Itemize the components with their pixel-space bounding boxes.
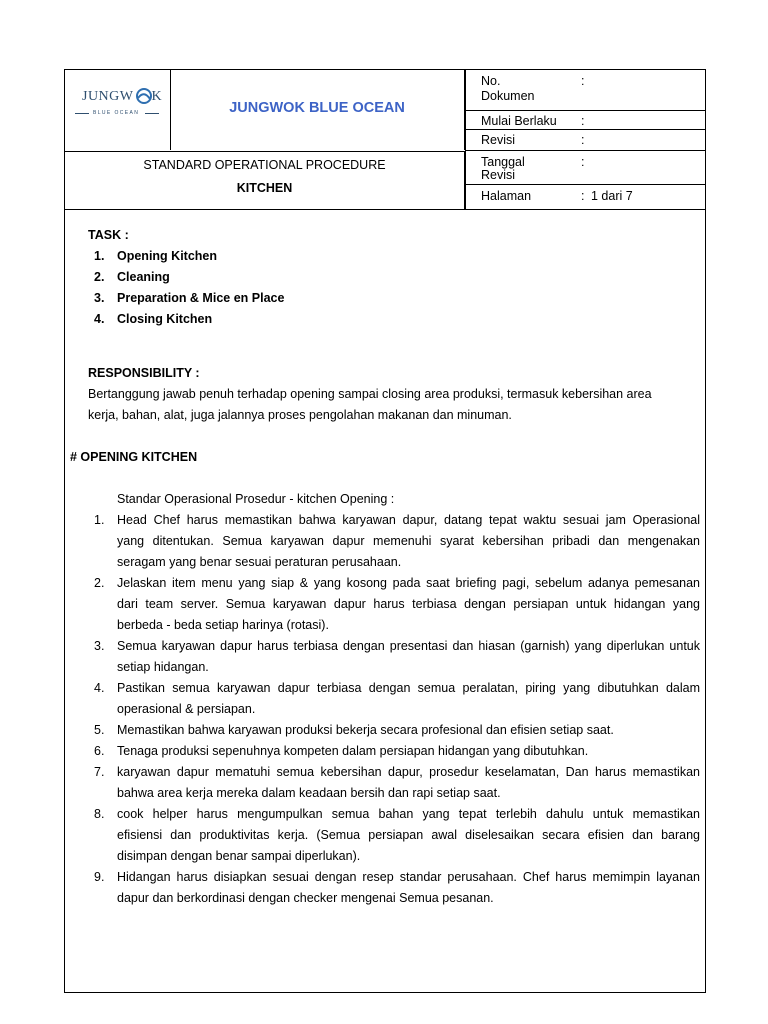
meta-row-revisi: Revisi : xyxy=(465,130,705,151)
responsibility-heading: RESPONSIBILITY : xyxy=(88,366,200,380)
meta-row-tanggal-revisi: Tanggal Revisi : xyxy=(465,151,705,185)
opening-item-line: setiap hidangan. xyxy=(117,660,209,674)
opening-item-number: 5. xyxy=(94,723,105,737)
opening-item-line: Jelaskan item menu yang siap & yang kosong pada saat briefing pagi, sebelum adanya pemesanan xyxy=(117,576,700,590)
opening-item-number: 9. xyxy=(94,870,105,884)
document-meta-table xyxy=(465,70,705,209)
opening-item-line: karyawan dapur mematuhi semua kebersihan dapur, prosedur keselamatan, Dan harus memastikan xyxy=(117,765,700,779)
meta-row-mulai-berlaku: Mulai Berlaku : xyxy=(465,111,705,130)
opening-item-number: 6. xyxy=(94,744,105,758)
task-heading: TASK : xyxy=(88,228,129,242)
opening-item-number: 4. xyxy=(94,681,105,695)
company-name: JUNGWOK BLUE OCEAN xyxy=(229,100,405,116)
opening-item-line: operasional & persiapan. xyxy=(117,702,256,716)
logo-divider-left xyxy=(75,113,89,114)
document-header xyxy=(65,70,705,210)
sop-subtitle: KITCHEN xyxy=(236,181,293,195)
opening-item-line: dapur dan berkordinasi dengan checker mengenai Semua pesanan. xyxy=(117,891,494,905)
opening-item-line: berbeda - beda setiap harinya (rotasi). xyxy=(117,618,329,632)
responsibility-line-1: Bertanggung jawab penuh terhadap opening sampai closing area produksi, termasuk kebersihan area xyxy=(88,387,652,401)
sop-title: STANDARD OPERATIONAL PROCEDURE xyxy=(143,158,386,172)
opening-item-number: 2. xyxy=(94,576,105,590)
opening-item-line: Semua karyawan dapur harus terbiasa dengan presentasi dan hiasan (garnish) yang diperlukan untuk xyxy=(117,639,700,653)
opening-item-line: Tenaga produksi sepenuhnya kompeten dalam persiapan hidangan yang dibutuhkan. xyxy=(117,744,589,758)
opening-item-line: Memastikan bahwa karyawan produksi bekerja secara profesional dan efisien setiap saat. xyxy=(117,723,614,737)
responsibility-line-2: kerja, bahan, alat, juga jalannya proses pengolahan makanan dan minuman. xyxy=(88,408,512,422)
company-cell xyxy=(170,70,465,150)
opening-item-line: Pastikan semua karyawan dapur terbiasa dengan semua peralatan, piring yang dibutuhkan dalam xyxy=(117,681,700,695)
opening-item-number: 8. xyxy=(94,807,105,821)
opening-item-line: seragam yang benar sesuai peraturan perusahaan. xyxy=(117,555,402,569)
opening-item-line: Hidangan harus disiapkan sesuai dengan resep standar perusahaan. Chef harus memimpin layanan xyxy=(117,870,700,884)
opening-item-number: 1. xyxy=(94,513,105,527)
opening-kitchen-heading: # OPENING KITCHEN xyxy=(70,450,198,464)
opening-item-number: 7. xyxy=(94,765,105,779)
opening-item-line: yang ditentukan. Semua karyawan dapur memenuhi syarat kebersihan pribadi dan mengenakan xyxy=(117,534,700,548)
meta-divider xyxy=(465,70,466,209)
logo-cell xyxy=(65,70,171,150)
opening-item-line: cook helper harus mengumpulkan semua bahan yang tepat terlebih dahulu untuk memastikan xyxy=(117,807,700,821)
opening-item-line: disimpan dengan benar sampai diperlukan). xyxy=(117,849,361,863)
logo-wordmark: JUNGW K xyxy=(82,89,163,104)
opening-item-line: efisiensi dan produktivitas kerja. (Semua persiapan awal diselesaikan secara efisien dan barang xyxy=(117,828,700,842)
opening-item-line: Head Chef harus memastikan bahwa karyawan dapur, datang tepat waktu sesuai jam Operasional xyxy=(117,513,700,527)
wave-icon xyxy=(135,86,153,106)
meta-row-no-dokumen: No. Dokumen : xyxy=(465,70,705,111)
opening-item-number: 3. xyxy=(94,639,105,653)
meta-row-halaman: Halaman : 1 dari 7 xyxy=(481,189,633,203)
opening-item-line: bahwa area kerja mereka dalam keadaan bersih dan rapi setiap saat. xyxy=(117,786,501,800)
opening-item-line: dari team server. Semua karyawan dapur harus terbiasa dengan persiapan untuk hidangan yang xyxy=(117,597,700,611)
logo-divider-right xyxy=(145,113,159,114)
logo-subtitle: BLUE OCEAN xyxy=(93,110,140,116)
opening-intro: Standar Operasional Prosedur - kitchen Opening : xyxy=(117,492,395,506)
